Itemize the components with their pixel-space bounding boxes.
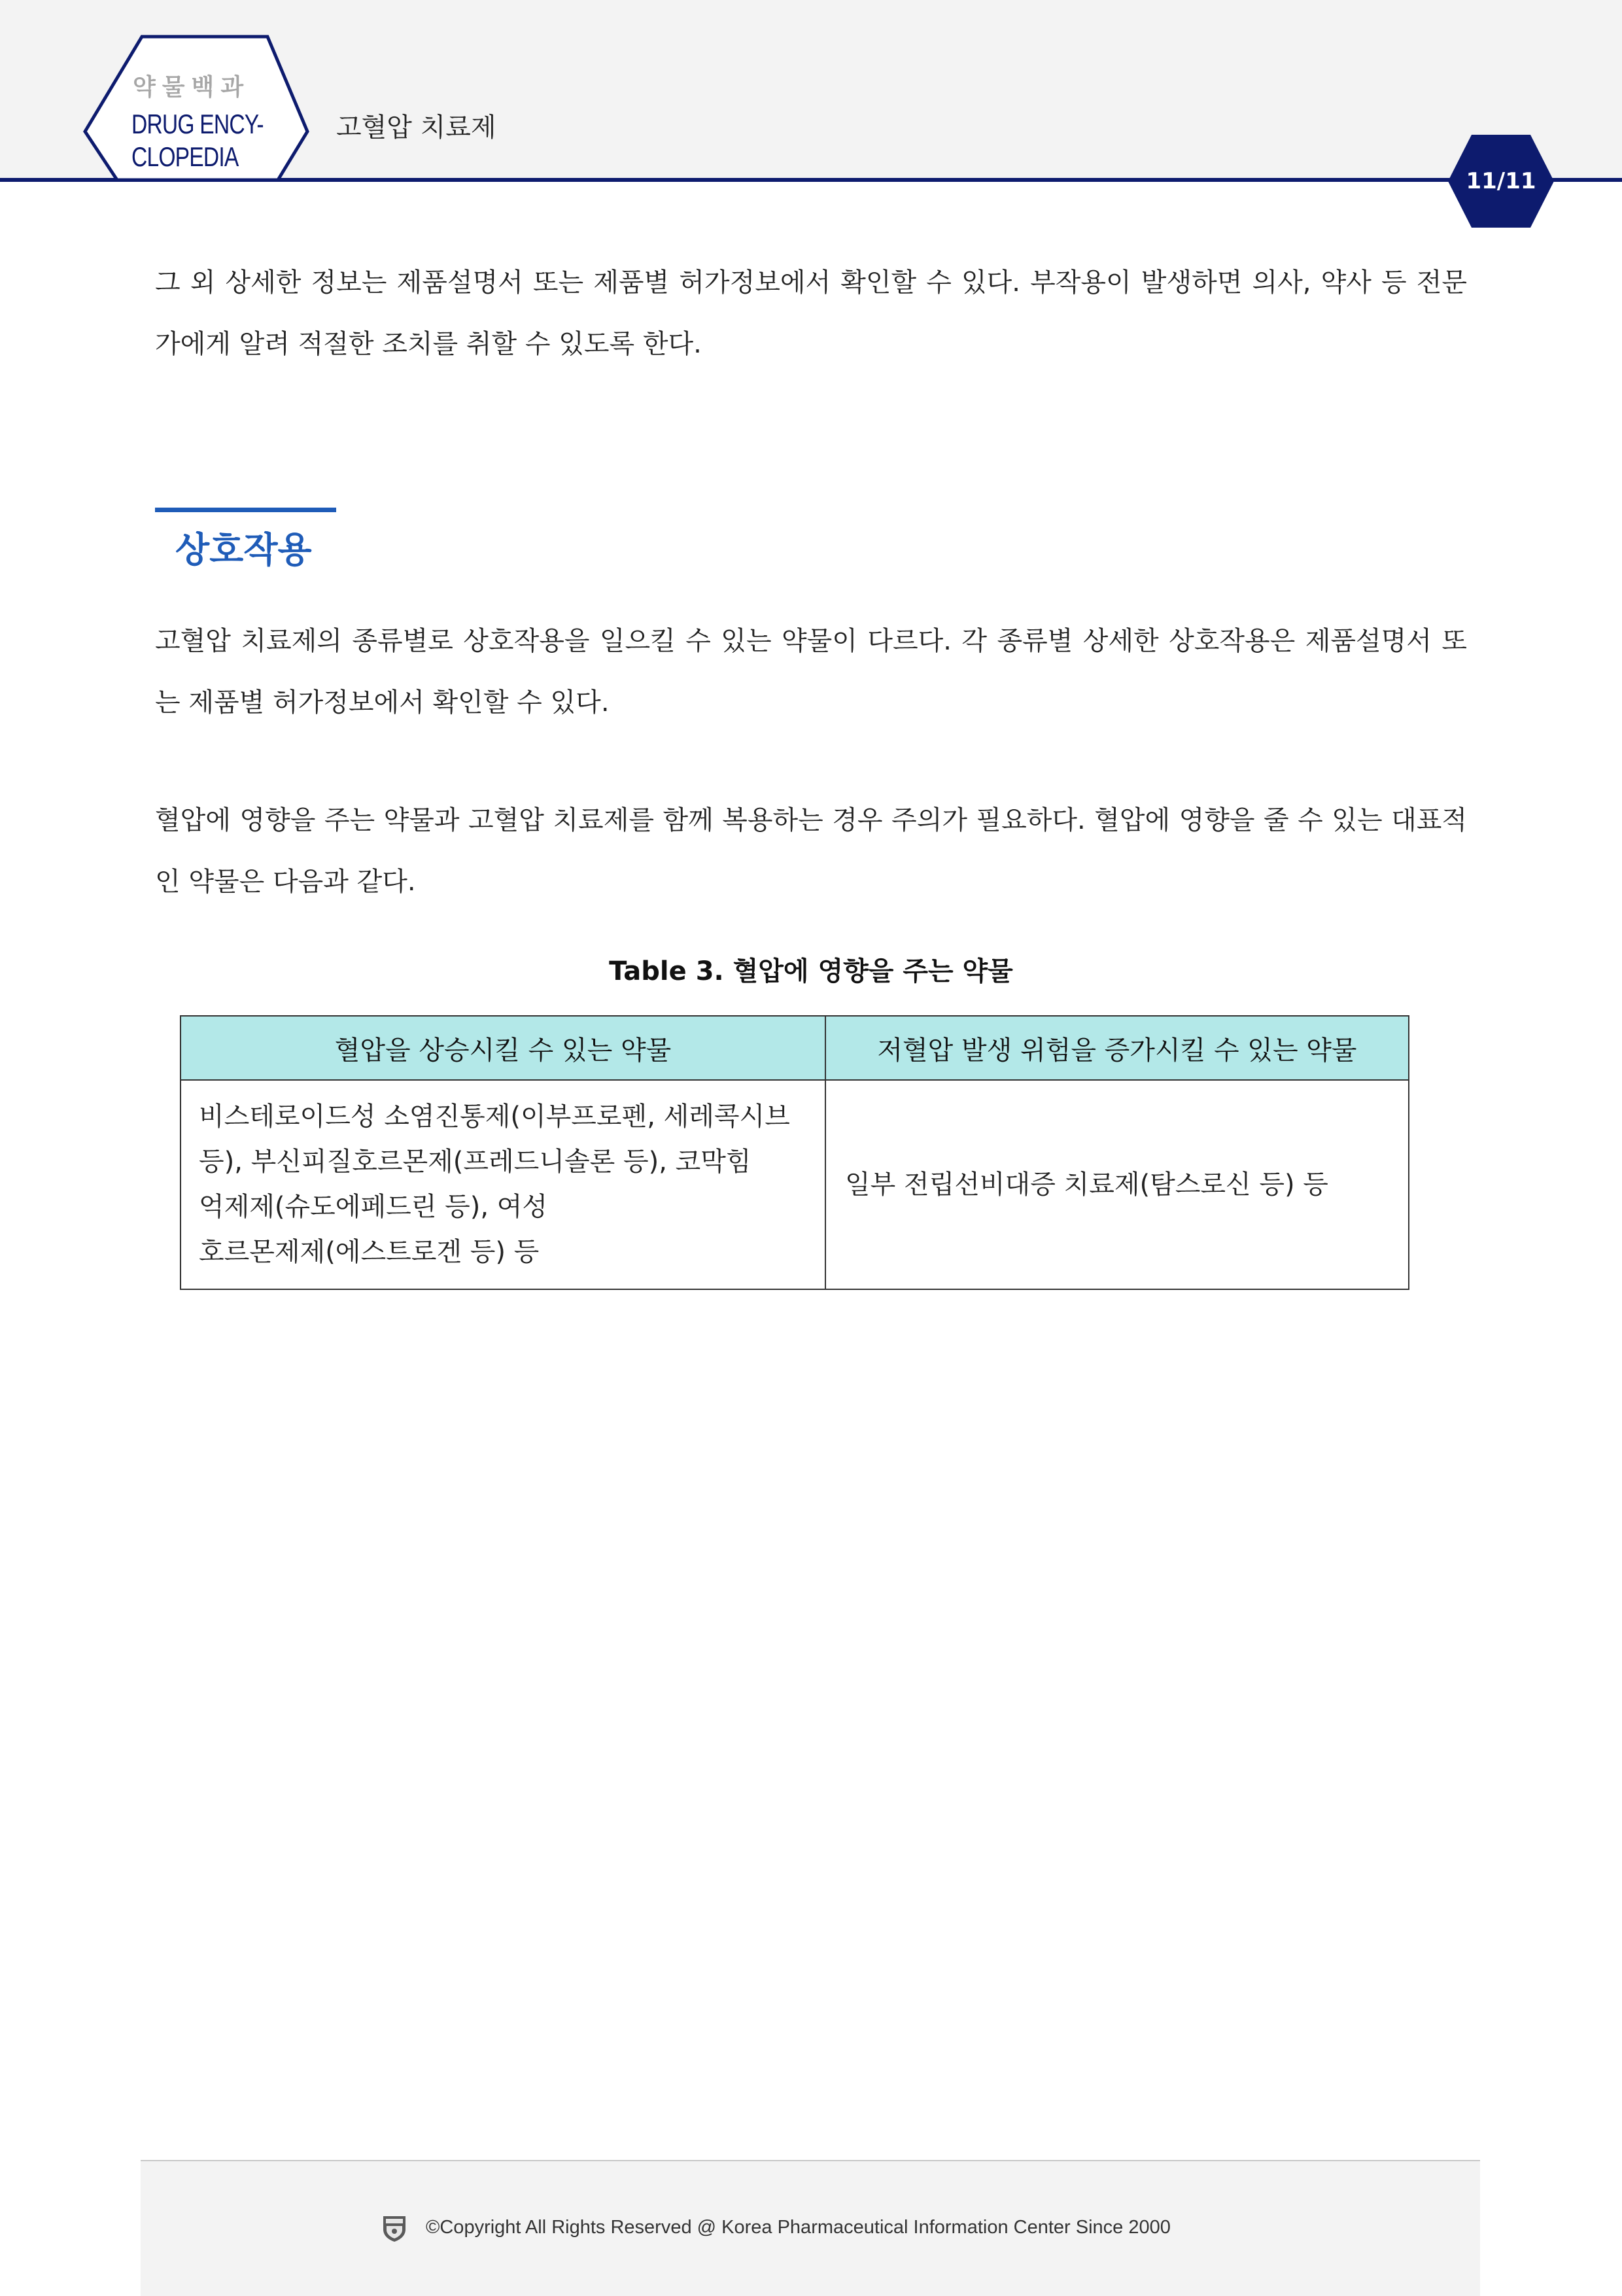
intro-paragraph: 그 외 상세한 정보는 제품설명서 또는 제품별 허가정보에서 확인할 수 있다. 부작용이 발생하면 의사, 약사 등 전문가에게 알려 적절한 조치를 취할 수 있도록 한다. (155, 268, 1467, 359)
interaction-paragraph-1: 고혈압 치료제의 종류별로 상호작용을 일으킬 수 있는 약물이 다르다. 각 종류별 상세한 상호작용은 제품설명서 또는 제품별 허가정보에서 확인할 수 있다. (155, 626, 1467, 718)
document-title: 고혈압 치료제 (336, 113, 496, 143)
interaction-paragraph-2: 혈압에 영향을 주는 약물과 고혈압 치료제를 함께 복용하는 경우 주의가 필요하다. 혈압에 영향을 줄 수 있는 대표적인 약물은 다음과 같다. (155, 805, 1467, 897)
table-header-cell: 저혈압 발생 위험을 증가시킬 수 있는 약물 (825, 1016, 1409, 1080)
table-header-row (181, 1016, 1409, 1080)
table-header-cell: 혈압을 상승시킬 수 있는 약물 (181, 1016, 825, 1080)
section-accent-bar (155, 508, 336, 512)
cell-text-line: 호르몬제제(에스트로겐 등) 등 (199, 1237, 540, 1267)
logo-korean-text: 약물백과 (133, 74, 250, 101)
page-badge (1444, 131, 1558, 232)
table-cell-hypertensive-drugs (181, 1080, 825, 1289)
page-number: 11/11 (1466, 168, 1536, 194)
table-cell-hypotension-risk-drugs: 일부 전립선비대증 치료제(탐스로신 등) 등 (825, 1080, 1409, 1289)
footer (141, 2160, 1480, 2296)
logo-english-line2: CLOPEDIA (131, 141, 239, 172)
cell-text-line: 등), 부신피질호르몬제(프레드니솔론 등), 코막힘 (199, 1147, 751, 1177)
copyright-text: ©Copyright All Rights Reserved @ Korea Pharmaceutical Information Center Since 2000 (426, 2217, 1171, 2238)
table-caption: Table 3. 혈압에 영향을 주는 약물 (609, 956, 1013, 986)
logo-english-line1: DRUG ENCY- (131, 109, 264, 139)
drug-table (180, 1015, 1409, 1290)
section-title: 상호작용 (175, 529, 312, 570)
crest-icon (381, 2214, 408, 2242)
cell-text-line: 비스테로이드성 소염진통제(이부프로펜, 세레콕시브 (199, 1102, 790, 1132)
cell-text-line: 억제제(슈도에페드린 등), 여성 (199, 1192, 548, 1222)
table-row (181, 1080, 1409, 1289)
main-content (155, 252, 1467, 1290)
